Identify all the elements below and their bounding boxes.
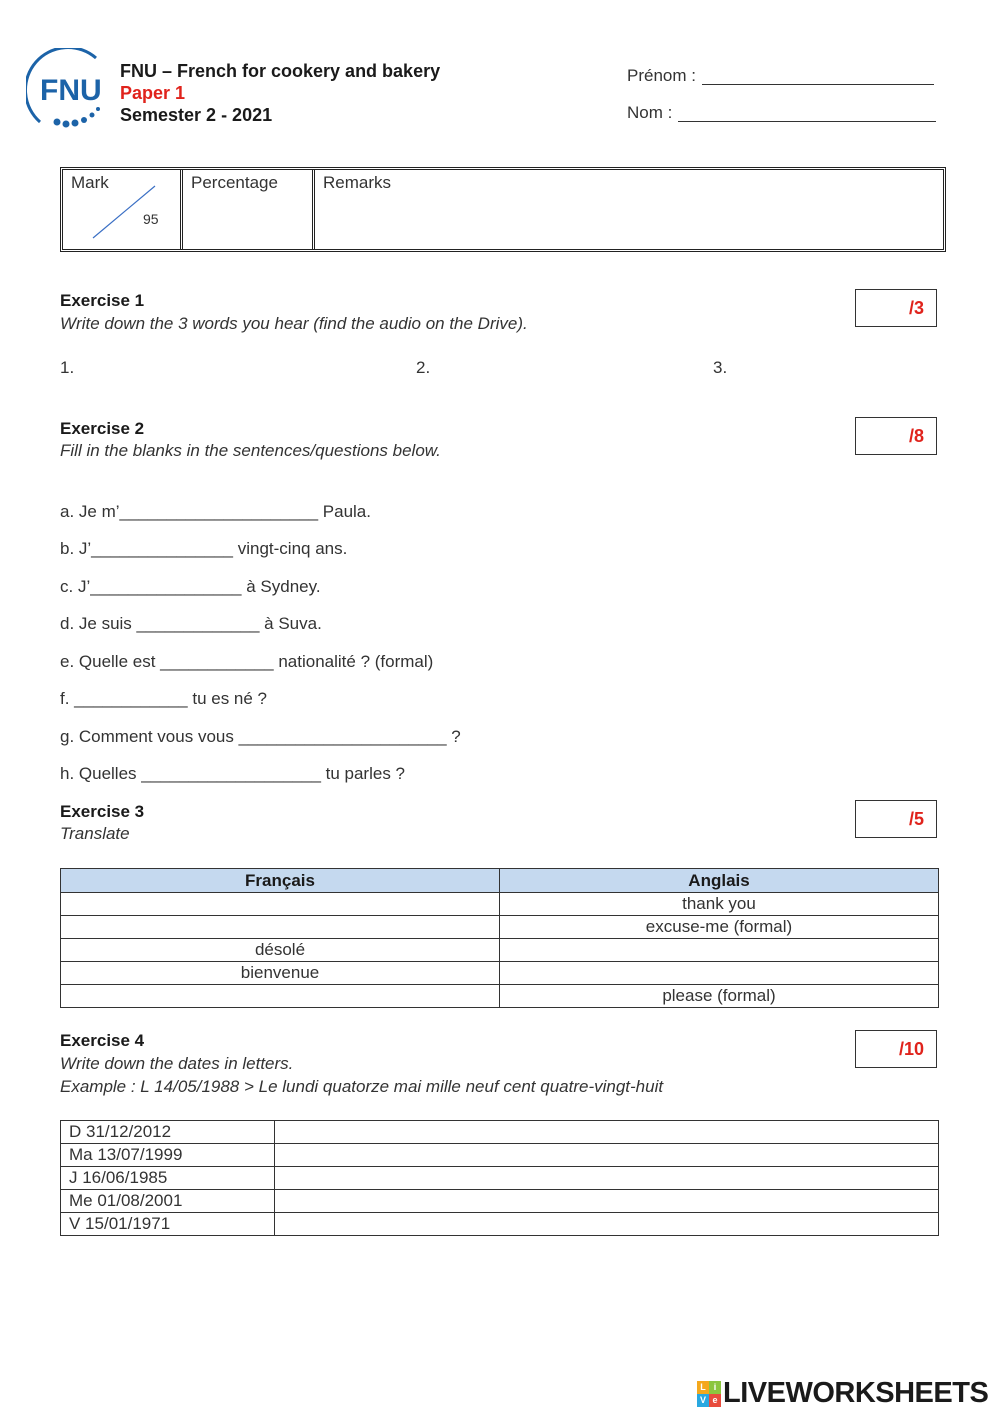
translate-cell[interactable] <box>500 962 939 985</box>
translate-cell: désolé <box>61 939 500 962</box>
nom-input[interactable] <box>678 103 936 122</box>
paper-label: Paper 1 <box>120 83 186 103</box>
remarks-cell <box>315 170 943 249</box>
date-cell: J 16/06/1985 <box>61 1167 275 1190</box>
prenom-input[interactable] <box>702 66 934 85</box>
exercise2-score: /8 <box>855 417 937 455</box>
exercise4-score: /10 <box>855 1030 937 1068</box>
ex2-sentence-d[interactable]: d. Je suis _____________ à Suva. <box>60 614 322 633</box>
exercise2-title: Exercise 2 <box>60 419 145 438</box>
answer-cell[interactable] <box>275 1213 939 1236</box>
translate-table <box>60 868 939 1008</box>
header-anglais: Anglais <box>500 869 939 893</box>
mark-total: 95 <box>143 211 159 227</box>
ex2-sentence-e[interactable]: e. Quelle est ____________ nationalité ? (formal) <box>60 652 434 671</box>
exercise4-title: Exercise 4 <box>60 1031 145 1050</box>
translate-cell[interactable] <box>500 939 939 962</box>
ex1-item-3[interactable]: 3. <box>713 358 728 377</box>
answer-cell[interactable] <box>275 1167 939 1190</box>
exercise2-instruction: Fill in the blanks in the sentences/questions below. <box>60 441 441 460</box>
course-title: FNU – French for cookery and bakery <box>120 61 441 81</box>
translate-cell[interactable] <box>61 916 500 939</box>
translate-cell: thank you <box>500 893 939 916</box>
table-row <box>61 962 939 985</box>
mark-table <box>60 167 946 252</box>
exercise1-instruction: Write down the 3 words you hear (find the audio on the Drive). <box>60 314 528 333</box>
ex2-sentence-c[interactable]: c. J’________________ à Sydney. <box>60 577 321 596</box>
ex1-item-2[interactable]: 2. <box>416 358 431 377</box>
table-row <box>61 893 939 916</box>
exercise4-example: Example : L 14/05/1988 > Le lundi quatorze mai mille neuf cent quatre-vingt-huit <box>60 1077 664 1096</box>
remarks-label: Remarks <box>323 173 392 192</box>
table-row <box>61 916 939 939</box>
exercise1-title: Exercise 1 <box>60 291 145 310</box>
icon-letter: e <box>709 1394 721 1407</box>
exercise3-title: Exercise 3 <box>60 802 145 821</box>
brand-text: LIVEWORKSHEETS <box>723 1377 989 1409</box>
liveworksheets-icon <box>697 1381 721 1407</box>
answer-cell[interactable] <box>275 1121 939 1144</box>
ex2-sentence-f[interactable]: f. ____________ tu es né ? <box>60 689 268 708</box>
icon-letter: V <box>697 1394 709 1407</box>
table-row <box>61 1213 939 1236</box>
translate-cell: bienvenue <box>61 962 500 985</box>
percentage-cell <box>183 170 315 249</box>
answer-cell[interactable] <box>275 1190 939 1213</box>
mark-cell <box>63 170 183 249</box>
table-row <box>61 1167 939 1190</box>
table-row <box>61 1121 939 1144</box>
ex2-sentence-b[interactable]: b. J’_______________ vingt-cinq ans. <box>60 539 348 558</box>
header-titles <box>120 60 440 126</box>
table-row <box>61 939 939 962</box>
table-row <box>61 985 939 1008</box>
translate-cell[interactable] <box>61 893 500 916</box>
date-cell: Me 01/08/2001 <box>61 1190 275 1213</box>
date-cell: Ma 13/07/1999 <box>61 1144 275 1167</box>
logo-text: FNU <box>40 74 102 107</box>
translate-cell: excuse-me (formal) <box>500 916 939 939</box>
table-row <box>61 1144 939 1167</box>
liveworksheets-brand[interactable] <box>697 1377 988 1410</box>
exercise3-instruction: Translate <box>60 824 130 843</box>
icon-letter: L <box>697 1381 709 1394</box>
student-fields <box>627 66 936 140</box>
fnu-logo <box>26 48 118 130</box>
percentage-label: Percentage <box>191 173 278 192</box>
header-francais: Français <box>61 869 500 893</box>
date-cell: D 31/12/2012 <box>61 1121 275 1144</box>
semester-label: Semester 2 - 2021 <box>120 105 273 125</box>
nom-label: Nom : <box>627 103 673 122</box>
dates-table <box>60 1120 939 1236</box>
mark-label: Mark <box>71 173 109 192</box>
ex1-item-1[interactable]: 1. <box>60 358 75 377</box>
exercise4-instruction: Write down the dates in letters. <box>60 1054 294 1073</box>
answer-cell[interactable] <box>275 1144 939 1167</box>
prenom-label: Prénom : <box>627 66 696 85</box>
exercise3-score: /5 <box>855 800 937 838</box>
translate-cell[interactable] <box>61 985 500 1008</box>
fnu-logo-icon <box>26 48 118 130</box>
icon-letter: i <box>709 1381 721 1394</box>
table-row <box>61 1190 939 1213</box>
date-cell: V 15/01/1971 <box>61 1213 275 1236</box>
ex2-sentence-h[interactable]: h. Quelles ___________________ tu parles ? <box>60 764 406 783</box>
translate-cell: please (formal) <box>500 985 939 1008</box>
ex2-sentence-g[interactable]: g. Comment vous vous ______________________ ? <box>60 727 461 746</box>
ex2-sentence-a[interactable]: a. Je m’_____________________ Paula. <box>60 502 371 521</box>
table-header-row <box>61 869 939 893</box>
exercise1-score: /3 <box>855 289 937 327</box>
